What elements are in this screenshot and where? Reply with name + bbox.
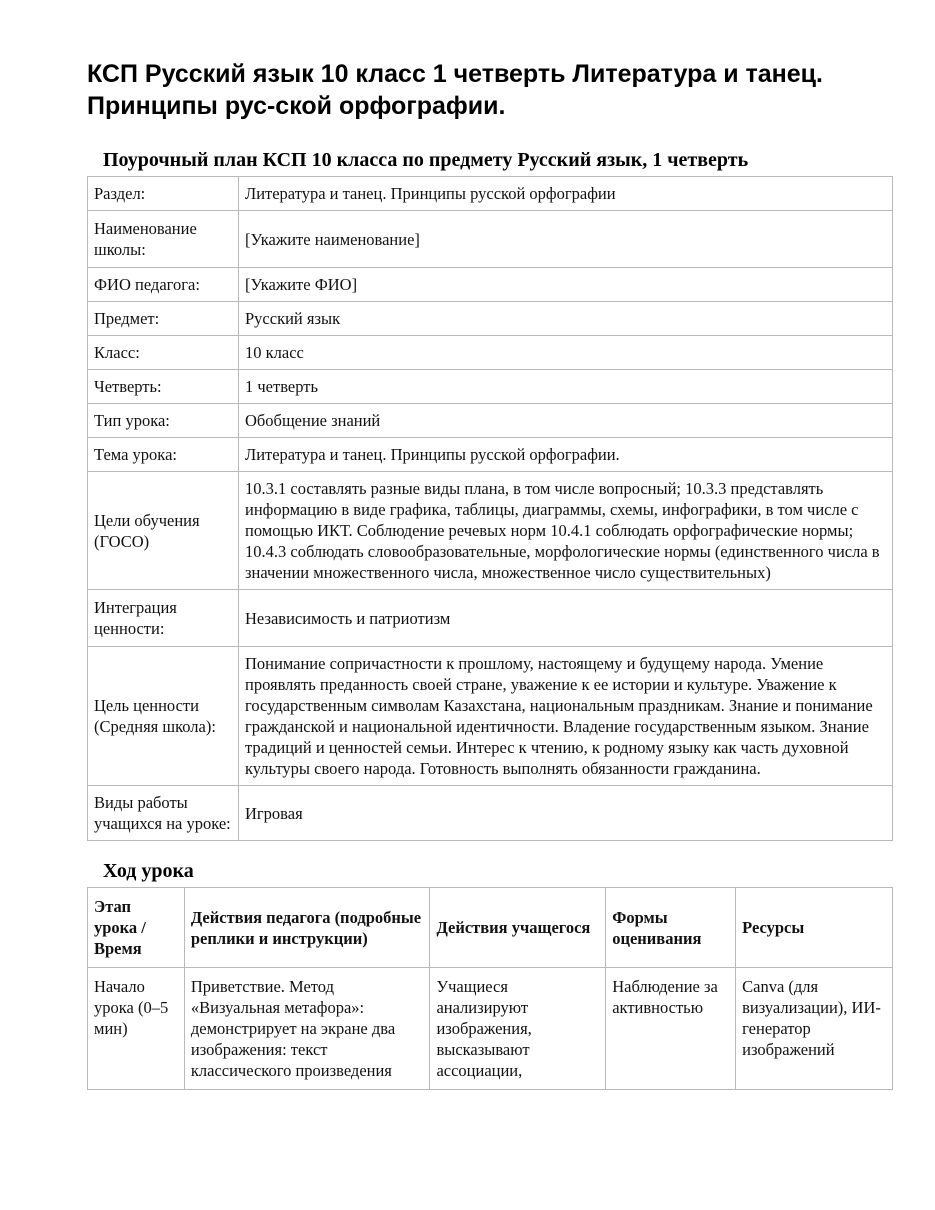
table-row [88, 590, 893, 647]
column-header-stage: Этап урока / Время [88, 888, 185, 968]
table-row [88, 302, 893, 336]
column-header-student-actions: Действия учащегося [430, 888, 606, 968]
table-header-row [88, 888, 893, 968]
lesson-info-table [87, 176, 893, 841]
info-value: Игровая [239, 786, 893, 841]
table-row [88, 177, 893, 211]
info-value: Обобщение знаний [239, 404, 893, 438]
student-actions-cell: Учащиеся анализируют изображения, высказывают ассоциации, [430, 968, 606, 1090]
table-row [88, 786, 893, 841]
info-label: Наименование школы: [88, 211, 239, 268]
info-label: Тип урока: [88, 404, 239, 438]
stage-cell: Начало урока (0–5 мин) [88, 968, 185, 1090]
plan-heading-wrap [87, 148, 893, 176]
column-header-resources: Ресурсы [736, 888, 893, 968]
column-header-assessment: Формы оценивания [606, 888, 736, 968]
teacher-actions-cell: Приветствие. Метод «Визуальная метафора»: демонстрирует на экране два изображения: текст классического произведения [184, 968, 430, 1090]
info-label: Предмет: [88, 302, 239, 336]
plan-heading: Поурочный план КСП 10 класса по предмету Русский язык, 1 четверть [103, 149, 749, 171]
info-label: Виды работы учащихся на уроке: [88, 786, 239, 841]
info-value: Литература и танец. Принципы русской орфографии. [239, 438, 893, 472]
resources-cell: Canva (для визуализации), ИИ-генератор изображений [736, 968, 893, 1090]
info-value: Независимость и патриотизм [239, 590, 893, 647]
info-value: Русский язык [239, 302, 893, 336]
info-value: 1 четверть [239, 370, 893, 404]
table-row [88, 438, 893, 472]
info-label: Тема урока: [88, 438, 239, 472]
info-label: Класс: [88, 336, 239, 370]
info-label: Цель ценности (Средняя школа): [88, 647, 239, 786]
info-label: Интеграция ценности: [88, 590, 239, 647]
table-row [88, 647, 893, 786]
document-title: КСП Русский язык 10 класс 1 четверть Литература и танец. Принципы рус-ской орфографии. [87, 60, 823, 120]
info-label: Раздел: [88, 177, 239, 211]
table-row [88, 968, 893, 1090]
process-heading-wrap [87, 859, 893, 887]
process-heading: Ход урока [103, 860, 194, 882]
info-value: [Укажите наименование] [239, 211, 893, 268]
info-value: 10.3.1 составлять разные виды плана, в том числе вопросный; 10.3.3 представлять информацию в виде графика, таблицы, диаграммы, схемы, инфографики, в том числе с помощью ИКТ. Соблюдение речевых норм 10.4.1 соблюдать орфографические нормы; 10.4.3 соблюдать словообразовательные, морфологические нормы (единственного числа в значении множественного числа, множественное число существительных) [239, 472, 893, 590]
lesson-process-table [87, 887, 893, 1090]
info-label: ФИО педагога: [88, 268, 239, 302]
info-value: 10 класс [239, 336, 893, 370]
table-row [88, 404, 893, 438]
column-header-teacher-actions: Действия педагога (подробные реплики и инструкции) [184, 888, 430, 968]
table-row [88, 370, 893, 404]
table-row [88, 268, 893, 302]
info-label: Четверть: [88, 370, 239, 404]
document-page [87, 0, 893, 1090]
info-value: Литература и танец. Принципы русской орфографии [239, 177, 893, 211]
info-value: Понимание сопричастности к прошлому, настоящему и будущему народа. Умение проявлять преданность своей стране, уважение к ее истории и культуре. Уважение к государственным символам Казахстана, национальным праздникам. Знание и понимание гражданской и национальной идентичности. Владение государственным языком. Знание традиций и ценностей семьи. Интерес к чтению, к родному языку как часть духовной культуры своего народа. Готовность выполнять обязанности гражданина. [239, 647, 893, 786]
info-value: [Укажите ФИО] [239, 268, 893, 302]
info-label: Цели обучения (ГОСО) [88, 472, 239, 590]
table-row [88, 211, 893, 268]
assessment-cell: Наблюдение за активностью [606, 968, 736, 1090]
table-row [88, 336, 893, 370]
table-row [88, 472, 893, 590]
